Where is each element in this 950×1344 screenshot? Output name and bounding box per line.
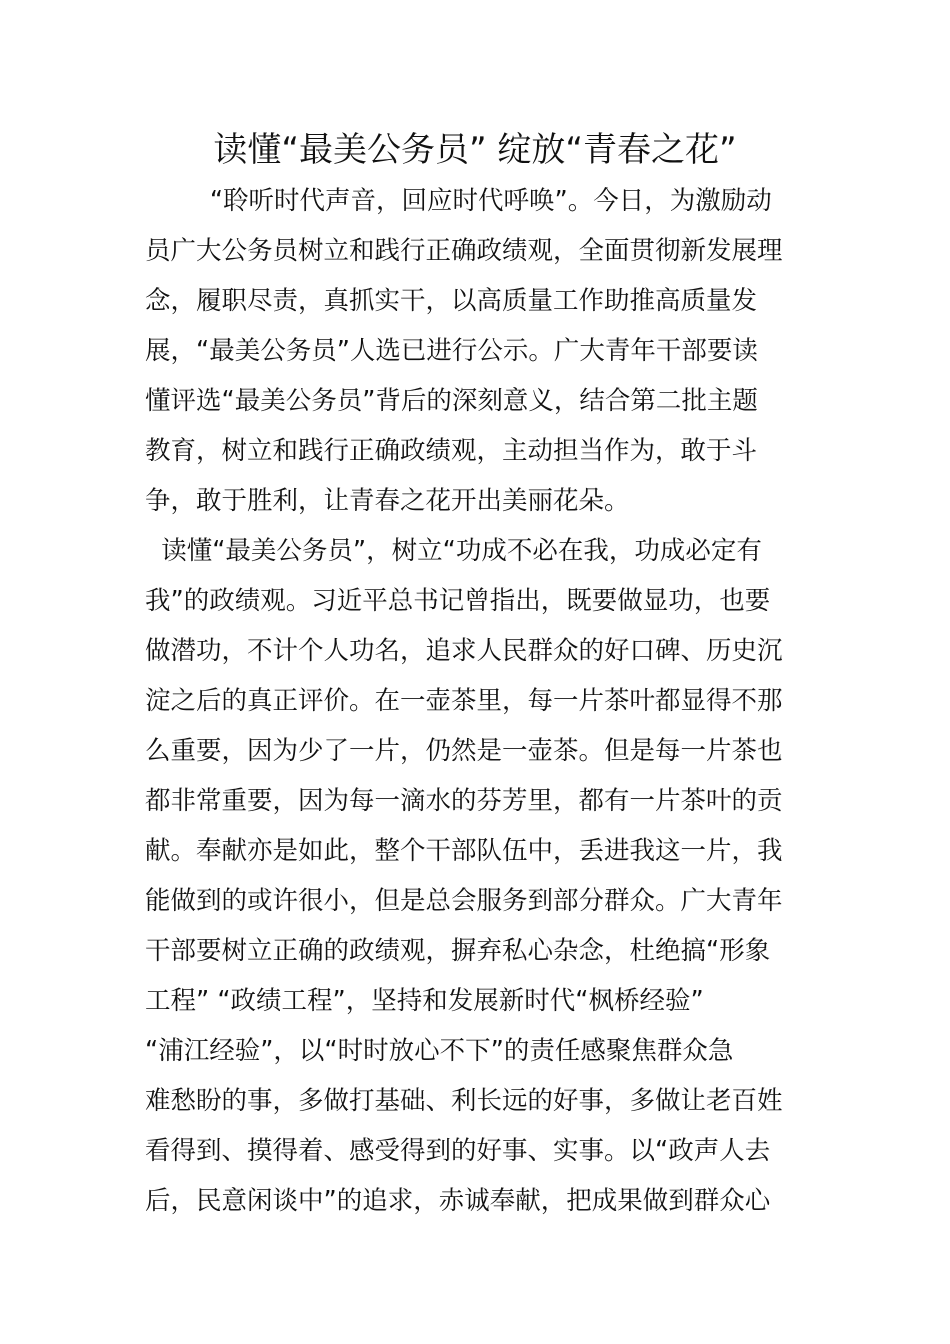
body-line: 工程” “政绩工程”，坚持和发展新时代“枫桥经验” (145, 986, 704, 1016)
body-line: 教育，树立和践行正确政绩观，主动担当作为，敢于斗 (145, 436, 758, 466)
body-line: 我”的政绩观。习近平总书记曾指出，既要做显功，也要 (145, 586, 771, 616)
body-line: 做潜功，不计个人功名，追求人民群众的好口碑、历史沉 (145, 636, 783, 666)
body-line: 看得到、摸得着、感受得到的好事、实事。以“政声人去 (145, 1136, 771, 1166)
body-line: “浦江经验”，以“时时放心不下”的责任感聚焦群众急 (145, 1036, 734, 1066)
body-line: 淀之后的真正评价。在一壶茶里，每一片茶叶都显得不那 (145, 686, 783, 716)
body-line: 难愁盼的事，多做打基础、利长远的好事，多做让老百姓 (145, 1086, 783, 1116)
body-line: 干部要树立正确的政绩观，摒弃私心杂念，杜绝搞“形象 (145, 936, 771, 966)
body-line: 后，民意闲谈中”的追求，赤诚奉献，把成果做到群众心 (145, 1186, 771, 1216)
body-line: 念，履职尽责，真抓实干，以高质量工作助推高质量发 (145, 286, 758, 316)
body-line: “聆听时代声音，回应时代呼唤”。今日，为激励动 (145, 186, 772, 216)
body-line: 能做到的或许很小，但是总会服务到部分群众。广大青年 (145, 886, 783, 916)
document-title: 读懂“最美公务员” 绽放“青春之花” (213, 130, 737, 170)
body-line: 展，“最美公务员”人选已进行公示。广大青年干部要读 (145, 336, 758, 366)
body-line: 懂评选“最美公务员”背后的深刻意义，结合第二批主题 (145, 386, 758, 416)
document-body (145, 176, 815, 1226)
body-line: 么重要，因为少了一片，仍然是一壶茶。但是每一片茶也 (145, 736, 783, 766)
body-line: 读懂“最美公务员”，树立“功成不必在我，功成必定有 (145, 536, 762, 566)
body-line: 争，敢于胜利，让青春之花开出美丽花朵。 (145, 486, 630, 516)
body-line: 员广大公务员树立和践行正确政绩观，全面贯彻新发展理 (145, 236, 783, 266)
body-line: 献。奉献亦是如此，整个干部队伍中，丢进我这一片，我 (145, 836, 783, 866)
body-line: 都非常重要，因为每一滴水的芬芳里，都有一片茶叶的贡 (145, 786, 783, 816)
